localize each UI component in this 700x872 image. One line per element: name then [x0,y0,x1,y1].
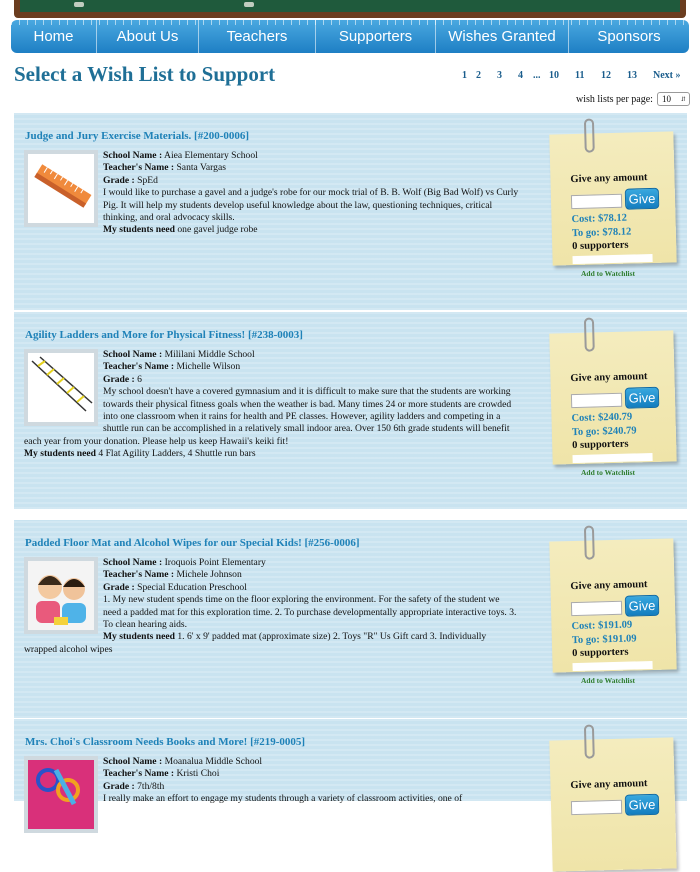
give-any-label: Give any amount [570,778,648,792]
teacher-name: Santa Vargas [176,162,226,174]
wish-card [14,312,687,509]
per-page-value: 10 [661,94,671,104]
grade-value: 7th/8th [137,780,165,792]
paperclip-icon [584,118,595,152]
wish-title[interactable]: Agility Ladders and More for Physical Fitness! [#238-0003] [25,329,303,341]
give-any-label: Give any amount [570,172,648,186]
grade-label: Grade : [103,373,135,385]
paperclip-icon [584,724,595,758]
add-to-watchlist-link[interactable]: Add to Watchlist [581,269,636,278]
to-go-label: To go: [571,634,600,647]
needs-label: My students need [103,224,175,236]
wish-title[interactable]: Padded Floor Mat and Alcohol Wipes for our Special Kids! [#256-0006] [25,537,360,549]
wish-description: 1. My new student spends time on the floor exploring the environment. For the safety of the student we need a padded mat for this exploration time. 2. To purchase developmentally appropriate interactive toys. 3. To clean hearing aids. [103,594,517,631]
needs-label: My students need [103,631,175,643]
page-title: Select a Wish List to Support [14,62,276,86]
nav-about-us[interactable]: About Us [97,20,199,53]
school-label: School Name : [103,756,163,767]
school-label: School Name : [103,557,163,568]
wish-details [24,557,519,656]
page-link[interactable]: 2 [476,70,481,81]
wish-title[interactable]: Judge and Jury Exercise Materials. [#200-0006] [25,130,250,142]
per-page-label: wish lists per page: [576,93,653,105]
per-page-select[interactable] [657,92,690,106]
needs-value: one gavel judge robe [177,224,258,236]
cost-label: Cost: [571,620,596,633]
grade-label: Grade : [103,174,135,186]
amount-input[interactable] [571,601,622,616]
teacher-label: Teacher's Name : [103,361,175,373]
chalkboard-surface [20,0,680,12]
teacher-name: Michelle Wilson [176,361,241,373]
needs-value: 4 Flat Agility Ladders, 4 Shuttle run bars [98,448,256,460]
add-to-watchlist-link[interactable]: Add to Watchlist [581,676,636,685]
cost-text [571,213,627,225]
page-link[interactable]: 3 [497,70,502,81]
grade-label: Grade : [103,780,135,792]
nav-supporters[interactable]: Supporters [316,20,436,53]
give-any-label: Give any amount [570,579,648,593]
page-ellipsis: ... [533,70,541,81]
cost-label: Cost: [571,213,596,226]
donation-note [549,330,676,464]
wish-card [14,719,687,813]
paperclip-icon [584,317,595,351]
page-link[interactable]: 4 [518,70,523,81]
pagination [455,70,690,84]
wish-title[interactable]: Mrs. Choi's Classroom Needs Books and More! [#219-0005] [25,736,306,748]
cost-value: $191.09 [597,619,633,632]
school-label: School Name : [103,349,163,360]
wish-details [24,756,519,834]
next-page-link[interactable]: Next » [653,70,681,81]
to-go-text [572,633,637,646]
chalk-mark [74,2,84,7]
wish-description: My school doesn't have a covered gymnasium and it is difficult to make sure that the students are working towards their physical fitness goals when the weather is bad. Many times 24 or more students are crowded into one classroom when it rains for health and PE classes. However, agility ladders and competing in a shuttle run can be accomplished in a relatively small indoor area. Over 150 6th grade students will benefit each year from your donation. Please help us keep Hawaii's keiki fit! [24,386,512,447]
progress-bar [572,453,652,463]
progress-bar [572,661,652,671]
teacher-label: Teacher's Name : [103,768,175,780]
to-go-text [572,425,637,438]
nav-home[interactable]: Home [11,20,97,53]
teacher-label: Teacher's Name : [103,162,175,174]
needs-label: My students need [24,448,96,460]
to-go-value: $240.79 [602,425,637,438]
give-button[interactable]: Give [625,387,660,409]
nav-teachers[interactable]: Teachers [199,20,316,53]
supporters-count: 0 supporters [572,438,629,452]
to-go-label: To go: [571,426,600,439]
page-link[interactable]: 11 [575,70,585,81]
to-go-value: $78.12 [602,226,632,239]
give-button[interactable]: Give [625,188,660,210]
school-name: Mililani Middle School [164,349,255,360]
donation-note [549,131,676,265]
supporters-count: 0 supporters [572,239,629,253]
paperclip-icon [584,525,595,559]
cost-label: Cost: [571,412,596,425]
nav-sponsors[interactable]: Sponsors [597,28,661,45]
supporters-count: 0 supporters [572,646,629,660]
to-go-label: To go: [571,227,600,240]
progress-bar [572,254,652,264]
donation-note [549,737,676,871]
school-name: Aiea Elementary School [164,150,258,161]
needs-value: 1. 6' x 9' padded mat (approximate size) 2. Toys "R" Us Gift card 3. Individually wrapped alcohol wipes [24,631,487,655]
grade-value: 6 [137,373,142,385]
nav-wishes-granted[interactable]: Wishes Granted [436,20,569,53]
wish-description: I really make an effort to engage my students through a variety of classroom activities, one of [103,793,463,805]
wish-details [24,349,519,461]
teacher-name: Kristi Choi [176,768,220,780]
amount-input[interactable] [571,800,622,815]
page-link[interactable]: 10 [549,70,559,81]
teacher-name: Michele Johnson [176,569,242,581]
cost-text [571,412,632,425]
amount-input[interactable] [571,393,622,408]
grade-value: SpEd [137,174,158,186]
per-page-control [576,92,690,106]
wish-details [24,150,519,237]
cost-value: $78.12 [597,212,628,225]
give-any-label: Give any amount [570,371,648,385]
wish-card [14,113,687,310]
page-link[interactable]: 13 [627,70,637,81]
donation-note [549,538,676,672]
amount-input[interactable] [571,194,622,209]
select-arrows-icon: ⇵ [680,96,686,103]
wish-card [14,520,687,718]
wish-description: I would like to purchase a gavel and a judge's robe for our mock trial of B. B. Wolf (Big Bad Wolf) vs Curly Pig. It will help my students develop useful knowledge about the law, questioning techniques, critical thinking, and oral advocacy skills. [103,187,519,224]
give-button[interactable]: Give [625,794,660,816]
to-go-value: $191.09 [602,633,637,646]
page-link[interactable]: 12 [601,70,611,81]
chalkboard-banner [14,0,686,18]
cost-text [571,620,632,633]
give-button[interactable]: Give [625,595,660,617]
school-name: Moanalua Middle School [164,756,263,767]
teacher-label: Teacher's Name : [103,569,175,581]
grade-label: Grade : [103,581,135,593]
add-to-watchlist-link[interactable]: Add to Watchlist [581,468,636,477]
page-link[interactable]: 1 [462,70,467,81]
to-go-text [572,227,632,240]
grade-value: Special Education Preschool [137,581,247,593]
cost-value: $240.79 [597,411,633,424]
school-label: School Name : [103,150,163,161]
chalk-mark [244,2,254,7]
main-nav [11,20,689,53]
school-name: Iroquois Point Elementary [164,557,266,568]
